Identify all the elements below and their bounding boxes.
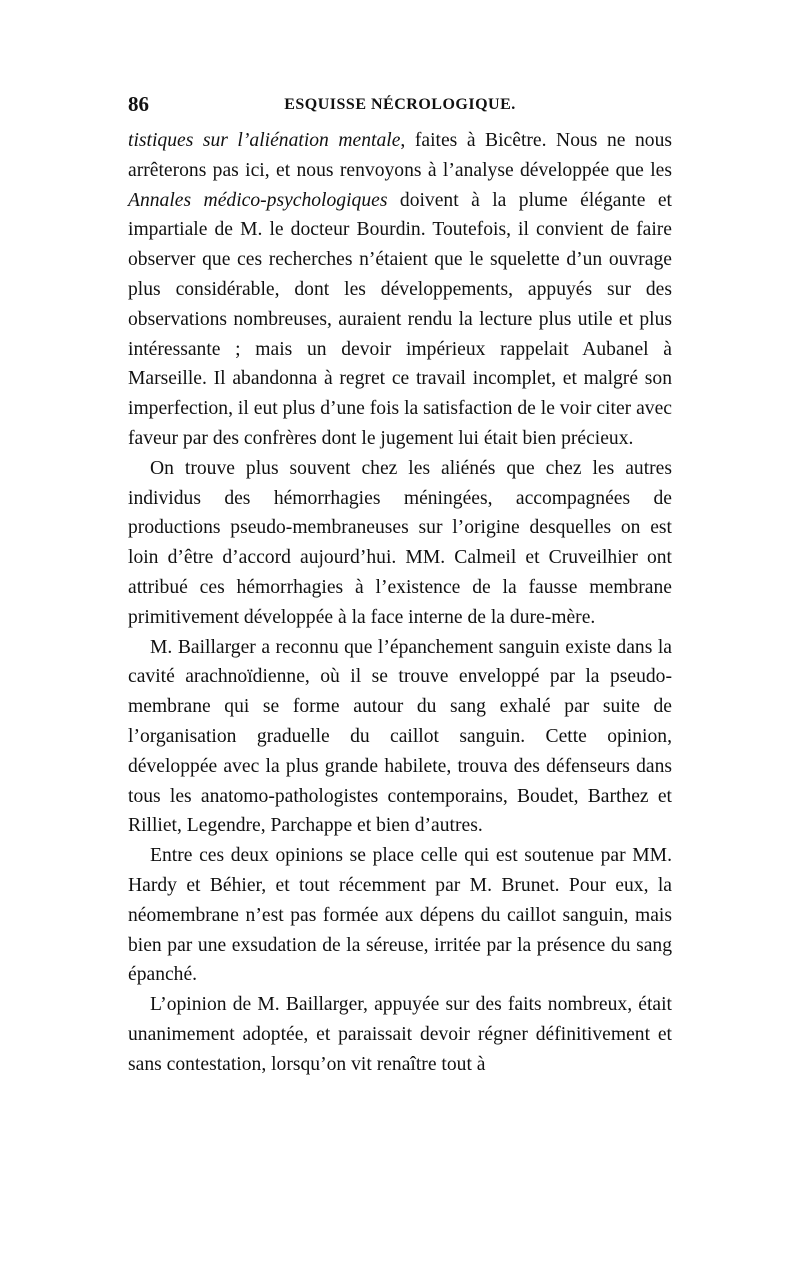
paragraph-2: On trouve plus souvent chez les aliénés que chez les autres individus des hémorrhagies méningées, accompagnées de productions pseudo-membraneuses sur l’origine desquelles on est loin d’être d’accord aujourd’hui. MM. Calmeil et Cruveilhier ont attribué ces hémorrhagies à l’existence de la fausse membrane primitivement développée à la face interne de la dure-mère. bbox=[128, 457, 672, 628]
body-text bbox=[128, 126, 672, 1080]
book-page bbox=[128, 92, 672, 1080]
paragraph-5: L’opinion de M. Baillarger, appuyée sur des faits nombreux, était unanimement adoptée, et paraissait devoir régner définitivement et sans contestation, lorsqu’on vit renaître tout à bbox=[128, 994, 672, 1075]
italic-phrase-journal: Annales médico-psychologiques bbox=[128, 189, 388, 211]
paragraph-1 bbox=[128, 126, 672, 454]
running-head bbox=[128, 92, 672, 118]
running-title: ESQUISSE NÉCROLOGIQUE. bbox=[284, 96, 516, 113]
paragraph-3: M. Baillarger a reconnu que l’épanchement sanguin existe dans la cavité arachnoïdienne, où il se trouve enveloppé par la pseudo-membrane qui se forme autour du sang exhalé par suite de l’organisation graduelle du caillot sanguin. Cette opinion, développée avec la plus grande habilete, trouva des défenseurs dans tous les anatomo-pathologistes contemporains, Boudet, Barthez et Rilliet, Legendre, Parchappe et bien d’autres. bbox=[128, 636, 672, 837]
italic-phrase-title: tistiques sur l’aliénation mentale bbox=[128, 130, 401, 151]
paragraph-4: Entre ces deux opinions se place celle qui est soutenue par MM. Hardy et Béhier, et tout récemment par M. Brunet. Pour eux, la néomembrane n’est pas formée aux dépens du caillot sanguin, mais bien par une exsudation de la séreuse, irritée par la présence du sang épanché. bbox=[128, 845, 672, 986]
paragraph-1-text-a: , faites à Bicêtre. Nous ne nous arrêterons pas ici, et nous renvoyons à l’analyse développée que les bbox=[128, 130, 672, 181]
paragraph-1-text-b: doivent à la plume élégante et impartiale de M. le docteur Bourdin. Toutefois, il convient de faire observer que ces recherches n’étaient que le squelette d’un ouvrage plus considérable, dont les développements, appuyés sur des observations nombreuses, auraient rendu la lecture plus utile et plus intéressante ; mais un devoir impérieux rappelait Aubanel à Marseille. Il abandonna à regret ce travail incomplet, et malgré son imperfection, il eut plus d’une fois la satisfaction de le voir citer avec faveur par des confrères dont le jugement lui était bien précieux. bbox=[128, 189, 672, 449]
page-number: 86 bbox=[128, 92, 149, 116]
